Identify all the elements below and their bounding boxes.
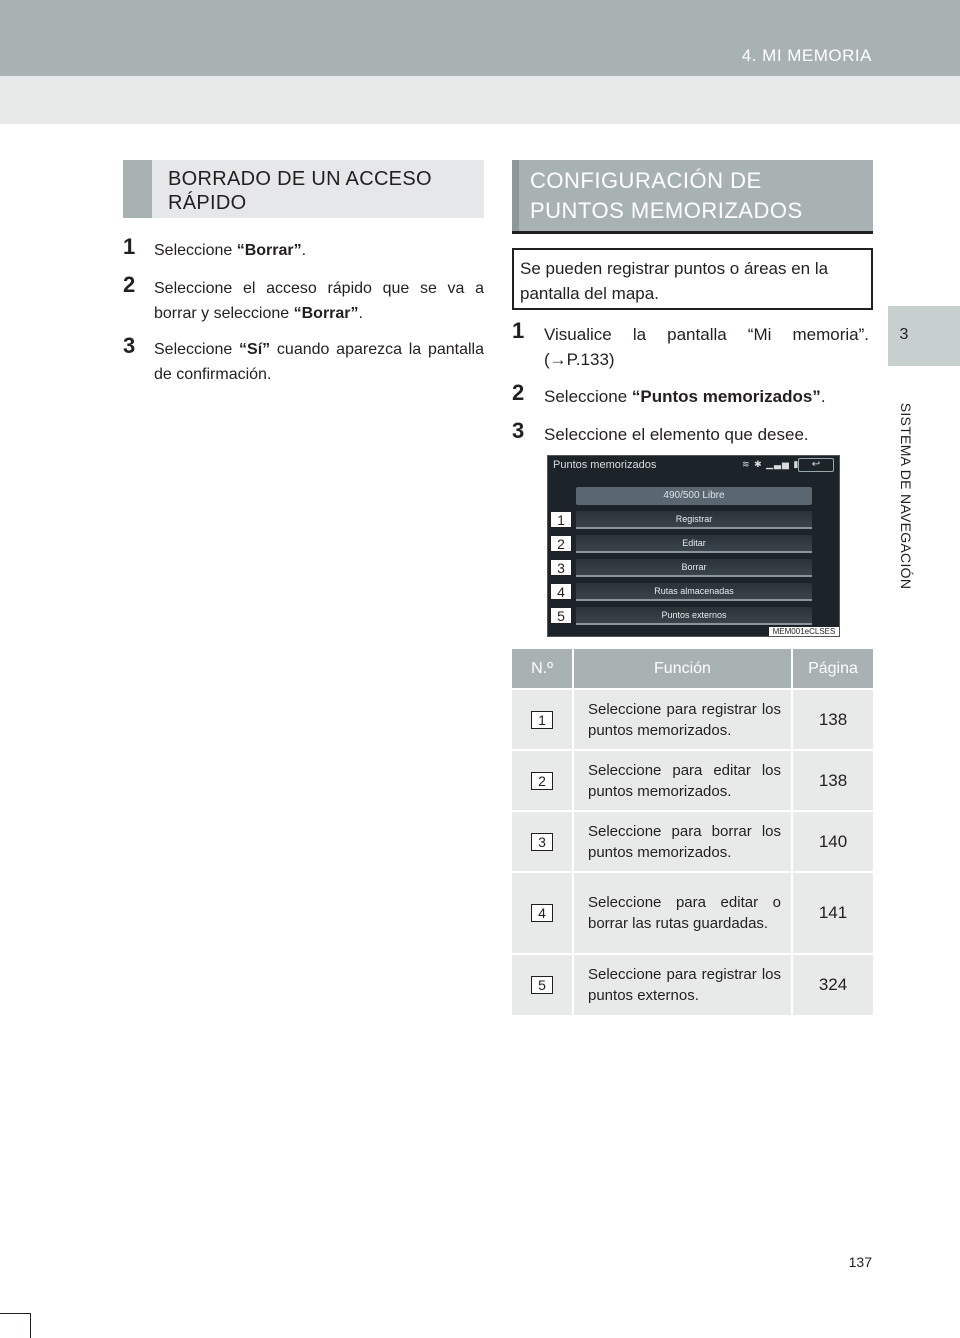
info-box: Se pueden registrar puntos o áreas en la pantalla del mapa. (512, 248, 873, 310)
free-count: 490/500 Libre (576, 487, 812, 505)
step-number: 1 (123, 234, 136, 259)
row-function: Seleccione para borrar los puntos memorizados. (573, 811, 792, 872)
step-number: 2 (123, 272, 136, 297)
status-icons (742, 459, 799, 470)
crop-mark (0, 1313, 30, 1314)
table-row (512, 954, 873, 1015)
step-text-end: . (358, 305, 363, 322)
step-number: 2 (512, 380, 525, 405)
row-number: 1 (531, 711, 553, 729)
screen-button-borrar[interactable]: Borrar (576, 559, 812, 577)
chapter-side-label-text: SISTEMA DE NAVEGACIÓN (898, 402, 914, 590)
row-page: 140 (792, 811, 873, 872)
step-text: Seleccione el acceso rápido que se va a borrar y seleccione (154, 280, 484, 322)
table-row (512, 872, 873, 954)
crop-mark (30, 1313, 31, 1338)
col-header-number: N.º (512, 649, 573, 689)
step-item (123, 272, 484, 326)
row-page: 324 (792, 954, 873, 1015)
section-heading-borrado (123, 160, 484, 218)
signal-icon: ▁▃▅ (766, 459, 790, 469)
step-item (123, 333, 484, 387)
chapter-title: 4. MI MEMORIA (741, 46, 872, 65)
chapter-side-label (896, 376, 916, 616)
callout-number: 5 (550, 607, 572, 624)
row-number-cell (512, 811, 573, 872)
header-subband (0, 76, 960, 124)
step-emphasis: “Puntos memorizados” (631, 387, 821, 406)
back-arrow-icon[interactable]: ↩ (798, 458, 834, 472)
screen-button-rutas[interactable]: Rutas almacenadas (576, 583, 812, 601)
callout-number: 2 (550, 535, 572, 552)
battery-icon: ▮ (793, 459, 800, 469)
screen-button-registrar[interactable]: Registrar (576, 511, 812, 529)
section-heading-text: CONFIGURACIÓN DE PUNTOS MEMORIZADOS (530, 168, 803, 223)
callout-number: 1 (550, 511, 572, 528)
bluetooth-icon: ✱ (754, 459, 763, 469)
row-page: 141 (792, 872, 873, 954)
section-heading-text: BORRADO DE UN ACCESO RÁPIDO (168, 168, 432, 214)
image-code: MEM001eCLSES (769, 627, 839, 637)
step-number: 3 (512, 418, 525, 443)
row-number: 4 (531, 904, 553, 922)
col-header-function: Función (573, 649, 792, 689)
step-emphasis: “Borrar” (236, 242, 302, 259)
row-number: 5 (531, 976, 553, 994)
row-function: Seleccione para registrar los puntos memorizados. (573, 689, 792, 750)
step-text: Seleccione (544, 387, 632, 406)
section-heading-configuracion (512, 160, 873, 234)
row-number-cell (512, 954, 573, 1015)
step-number: 1 (512, 318, 525, 343)
step-text: Seleccione (154, 341, 240, 358)
step-item (123, 234, 484, 263)
step-item (512, 418, 873, 447)
step-text-end: . (301, 242, 307, 259)
row-number-cell (512, 872, 573, 954)
step-emphasis: “Borrar” (293, 305, 359, 322)
col-header-page: Página (792, 649, 873, 689)
screen-illustration (547, 455, 840, 637)
step-text: Seleccione el elemento que desee. (544, 425, 809, 444)
row-number-cell (512, 750, 573, 811)
heading-accent-bar (123, 160, 152, 218)
row-page: 138 (792, 750, 873, 811)
screen-button-puntos-externos[interactable]: Puntos externos (576, 607, 812, 625)
row-number: 2 (531, 772, 553, 790)
row-function: Seleccione para editar o borrar las rutas guardadas. (573, 872, 792, 954)
row-number-cell (512, 689, 573, 750)
step-text: Visualice la pantalla “Mi memoria”. (→P.133) (544, 325, 869, 369)
callout-number: 3 (550, 559, 572, 576)
function-table (512, 649, 873, 1015)
table-row (512, 811, 873, 872)
step-item (512, 318, 873, 372)
row-page: 138 (792, 689, 873, 750)
table-row (512, 689, 873, 750)
step-emphasis: “Sí” (239, 341, 271, 358)
step-number: 3 (123, 333, 136, 358)
page-number: 137 (848, 1254, 872, 1270)
step-text-end: cuando aparezca la pantalla de confirmación. (154, 341, 484, 383)
table-row (512, 750, 873, 811)
step-text-end: . (820, 387, 826, 406)
row-function: Seleccione para registrar los puntos externos. (573, 954, 792, 1015)
step-item (512, 380, 873, 409)
wifi-icon: ≋ (742, 459, 751, 469)
screen-button-editar[interactable]: Editar (576, 535, 812, 553)
row-function: Seleccione para editar los puntos memorizados. (573, 750, 792, 811)
chapter-tab-number: 3 (899, 326, 909, 343)
screen-title: Puntos memorizados (553, 459, 657, 471)
step-text: Seleccione (154, 242, 237, 259)
heading-accent-bar (512, 160, 519, 231)
row-number: 3 (531, 833, 553, 851)
callout-number: 4 (550, 583, 572, 600)
